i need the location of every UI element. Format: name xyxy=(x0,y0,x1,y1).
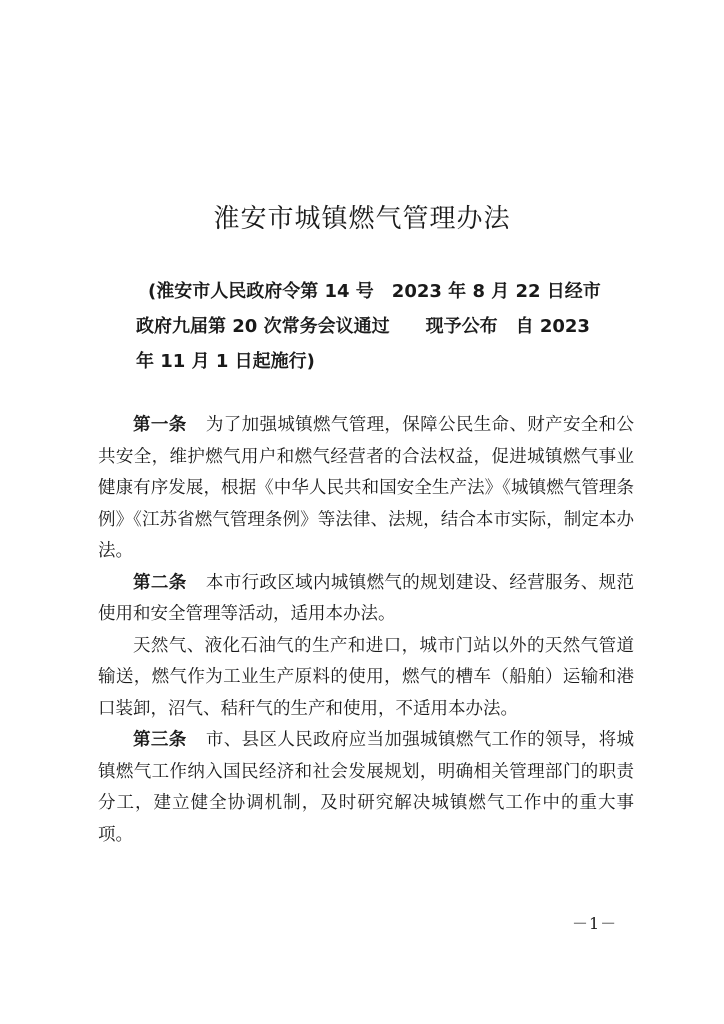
article-label: 第二条 xyxy=(133,572,187,593)
article-paragraph xyxy=(98,725,634,851)
document-title: 淮安市城镇燃气管理办法 xyxy=(213,204,511,234)
article-text: 为了加强城镇燃气管理，保障公民生命、财产安全和公共安全，维护燃气用户和燃气经营者的合法权益，促进城镇燃气事业健康有序发展，根据《中华人民共和国安全生产法》《城镇燃气管理条例》《江苏省燃气管理条例》等法律、法规，结合本市实际，制定本办法。 xyxy=(98,415,635,561)
page-number: －1－ xyxy=(572,914,618,933)
article-paragraph xyxy=(98,568,634,631)
promulgation-line: (淮安市人民政府令第 14 号 2023 年 8 月 22 日经市 xyxy=(148,281,601,302)
article-text: 市、县区人民政府应当加强城镇燃气工作的领导，将城镇燃气工作纳入国民经济和社会发展规划，明确相关管理部门的职责分工，建立健全协调机制，及时研究解决城镇燃气工作中的重大事项。 xyxy=(98,730,635,845)
article-label: 第一条 xyxy=(133,415,187,435)
article-paragraph xyxy=(98,410,634,568)
promulgation-line: 年 11 月 1 日起施行) xyxy=(136,351,315,372)
document-body xyxy=(98,410,634,851)
article-text: 天然气、液化石油气的生产和进口，城市门站以外的天然气管道输送，燃气作为工业生产原料的使用，燃气的槽车（船舶）运输和港口装卸，沼气、秸秆气的生产和使用，不适用本办法。 xyxy=(98,635,634,719)
promulgation-note xyxy=(136,274,616,379)
promulgation-line: 政府九届第 20 次常务会议通过 现予公布 自 2023 xyxy=(136,316,590,337)
article-text: 本市行政区域内城镇燃气的规划建设、经营服务、规范使用和安全管理等活动，适用本办法。 xyxy=(98,572,635,624)
article-label: 第三条 xyxy=(133,730,187,750)
article-paragraph xyxy=(98,631,634,726)
